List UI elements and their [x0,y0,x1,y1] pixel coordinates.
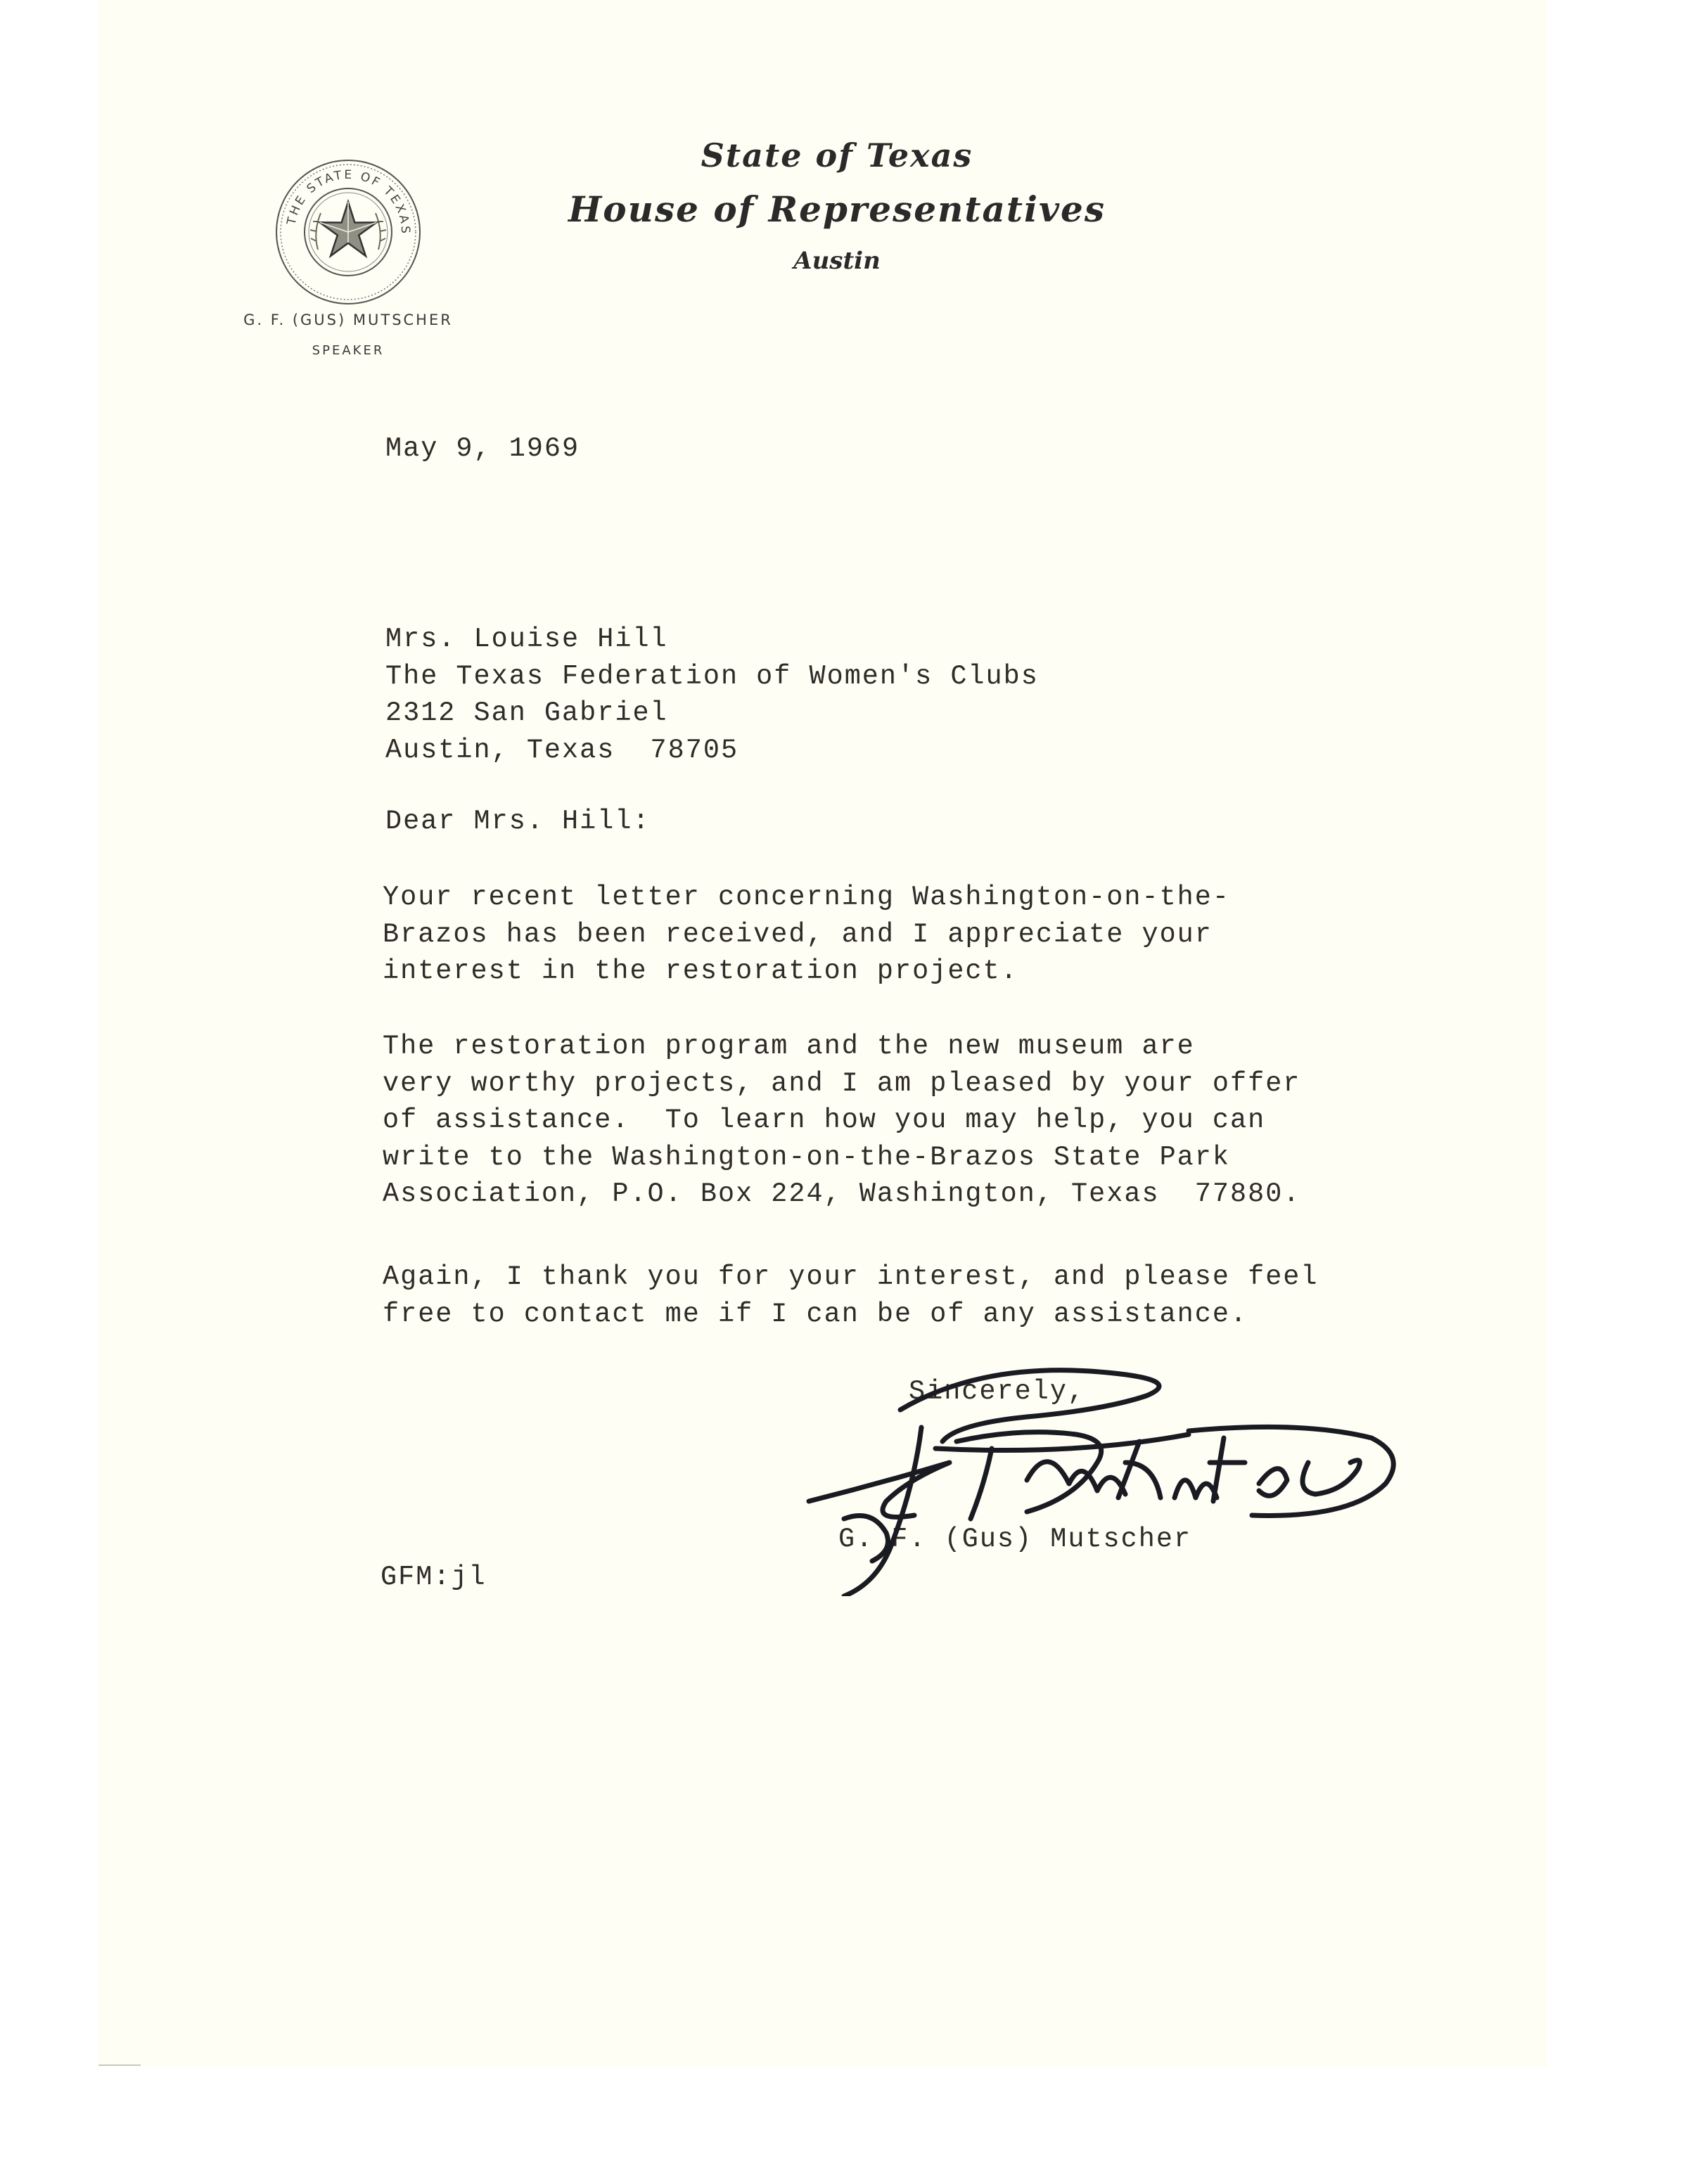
recipient-street: 2312 San Gabriel [385,698,668,728]
paragraph-line: Again, I thank you for your interest, and please feel [383,1261,1319,1292]
paragraph-line: very worthy projects, and I am pleased by your offer [383,1067,1301,1099]
recipient-address [385,621,1039,769]
paragraph-line: interest in the restoration project. [383,956,1018,987]
state-seal [274,158,422,306]
paragraph-line: Your recent letter concerning Washington-on-the- [383,882,1230,913]
letterhead [549,130,1125,283]
signer-name: G. F. (Gus) Mutscher [838,1524,1192,1555]
scan-edge-mark [98,2064,141,2066]
speaker-title: SPEAKER [312,343,385,358]
speaker-name: G. F. (GUS) MUTSCHER [243,311,453,328]
handwritten-signature [795,1357,1428,1596]
body-paragraph-2 [383,1028,1300,1213]
body-paragraph-1 [383,879,1230,990]
paragraph-line: write to the Washington-on-the-Brazos State Park [383,1141,1230,1173]
paragraph-line: free to contact me if I can be of any assistance. [383,1298,1248,1330]
letterhead-city: Austin [793,247,881,275]
recipient-city: Austin, Texas 78705 [385,734,739,766]
body-paragraph-3 [383,1259,1319,1332]
recipient-name: Mrs. Louise Hill [385,624,668,655]
closing: Sincerely, [909,1376,1086,1407]
recipient-organization: The Texas Federation of Women's Clubs [385,660,1039,692]
speaker-block [183,309,513,361]
paragraph-line: Association, P.O. Box 224, Washington, Texas 77880. [383,1178,1301,1209]
paragraph-line: Brazos has been received, and I appreciate your [383,918,1213,950]
letterhead-state: State of Texas [701,136,973,174]
paragraph-line: The restoration program and the new museum are [383,1031,1195,1062]
seal-text: THE STATE OF TEXAS [284,167,413,236]
salutation: Dear Mrs. Hill: [385,806,651,837]
letter-date: May 9, 1969 [385,433,580,464]
paragraph-line: of assistance. To learn how you may help, you can [383,1105,1266,1136]
reference-initials: GFM:jl [381,1562,487,1593]
letterhead-house: House of Representatives [568,188,1106,230]
